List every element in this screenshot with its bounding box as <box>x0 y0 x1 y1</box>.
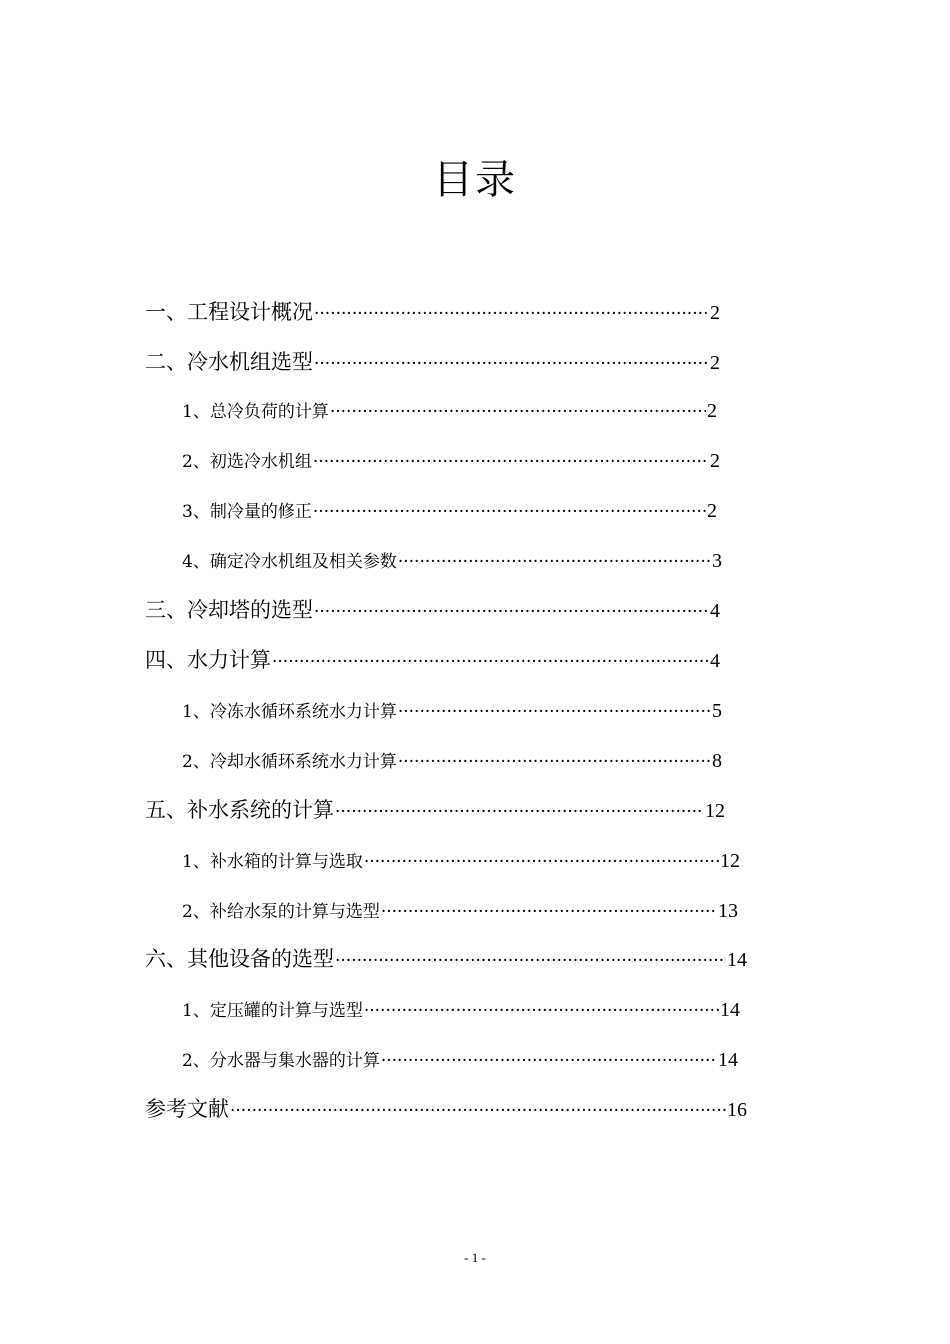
toc-entry[interactable] <box>145 346 720 376</box>
toc-entry-page: 2 <box>707 500 717 522</box>
toc-entry[interactable] <box>145 943 747 973</box>
toc-entry-page: 12 <box>720 850 740 872</box>
toc-entry-page: 2 <box>707 400 717 422</box>
dot-leader <box>381 1051 717 1071</box>
toc-entry[interactable] <box>182 996 740 1026</box>
dot-leader <box>272 652 709 672</box>
toc-title: 目录 <box>433 157 517 203</box>
toc-entry-page: 4 <box>710 600 720 622</box>
toc-entry[interactable] <box>145 594 720 624</box>
toc-entry-label: 2、冷却水循环系统水力计算 <box>182 752 397 772</box>
dot-leader <box>313 452 709 472</box>
dot-leader <box>364 1001 719 1021</box>
dot-leader <box>330 402 706 422</box>
dot-leader <box>230 1101 726 1121</box>
dot-leader <box>398 752 711 772</box>
toc-entry-page: 8 <box>712 750 722 772</box>
toc-entry-label: 1、冷冻水循环系统水力计算 <box>182 702 397 722</box>
toc-entry-page: 3 <box>712 550 722 572</box>
toc-entry-page: 2 <box>710 352 720 374</box>
toc-entry-page: 2 <box>710 302 720 324</box>
toc-entry[interactable] <box>182 747 722 777</box>
dot-leader <box>314 602 709 622</box>
toc-entry-page: 12 <box>705 800 725 822</box>
toc-entry[interactable] <box>182 397 717 427</box>
toc-entry-page: 14 <box>718 1049 738 1071</box>
toc-entry-label: 五、补水系统的计算 <box>145 798 334 822</box>
toc-entry-page: 16 <box>727 1099 747 1121</box>
toc-entry-label: 二、冷水机组选型 <box>145 350 313 374</box>
toc-entry-label: 三、冷却塔的选型 <box>145 598 313 622</box>
toc-entry[interactable] <box>145 1093 747 1123</box>
toc-entry-label: 1、总冷负荷的计算 <box>182 402 329 422</box>
dot-leader <box>335 802 704 822</box>
toc-entry[interactable] <box>145 296 720 326</box>
page-number: - 1 - <box>464 1250 486 1265</box>
dot-leader <box>314 354 709 374</box>
dot-leader <box>398 552 711 572</box>
toc-entry-page: 14 <box>727 949 747 971</box>
toc-entry-page: 14 <box>720 999 740 1021</box>
toc-entry-label: 2、补给水泵的计算与选型 <box>182 902 380 922</box>
dot-leader <box>335 951 726 971</box>
dot-leader <box>313 502 706 522</box>
toc-entry[interactable] <box>182 1046 738 1076</box>
toc-entry-label: 1、定压罐的计算与选型 <box>182 1001 363 1021</box>
toc-entry-page: 13 <box>718 900 738 922</box>
toc-entry[interactable] <box>145 644 720 674</box>
toc-entry-label: 4、确定冷水机组及相关参数 <box>182 552 397 572</box>
toc-entry[interactable] <box>145 794 725 824</box>
toc-entry-label: 3、制冷量的修正 <box>182 502 312 522</box>
dot-leader <box>314 304 709 324</box>
toc-entry[interactable] <box>182 697 722 727</box>
toc-entry-label: 四、水力计算 <box>145 648 271 672</box>
toc-entry-label: 1、补水箱的计算与选取 <box>182 852 363 872</box>
dot-leader <box>364 852 719 872</box>
toc-entry[interactable] <box>182 497 717 527</box>
toc-entry-label: 一、工程设计概况 <box>145 300 313 324</box>
toc-entry[interactable] <box>182 447 720 477</box>
toc-entry[interactable] <box>182 547 722 577</box>
toc-entry-label: 六、其他设备的选型 <box>145 947 334 971</box>
toc-entry-label: 参考文献 <box>145 1097 229 1121</box>
toc-entry-page: 2 <box>710 450 720 472</box>
toc-entry-page: 5 <box>712 700 722 722</box>
toc-entry[interactable] <box>182 897 738 927</box>
toc-entry[interactable] <box>182 847 740 877</box>
toc-entry-page: 4 <box>710 650 720 672</box>
dot-leader <box>381 902 717 922</box>
dot-leader <box>398 702 711 722</box>
toc-entry-label: 2、分水器与集水器的计算 <box>182 1051 380 1071</box>
toc-entry-label: 2、初选冷水机组 <box>182 452 312 472</box>
